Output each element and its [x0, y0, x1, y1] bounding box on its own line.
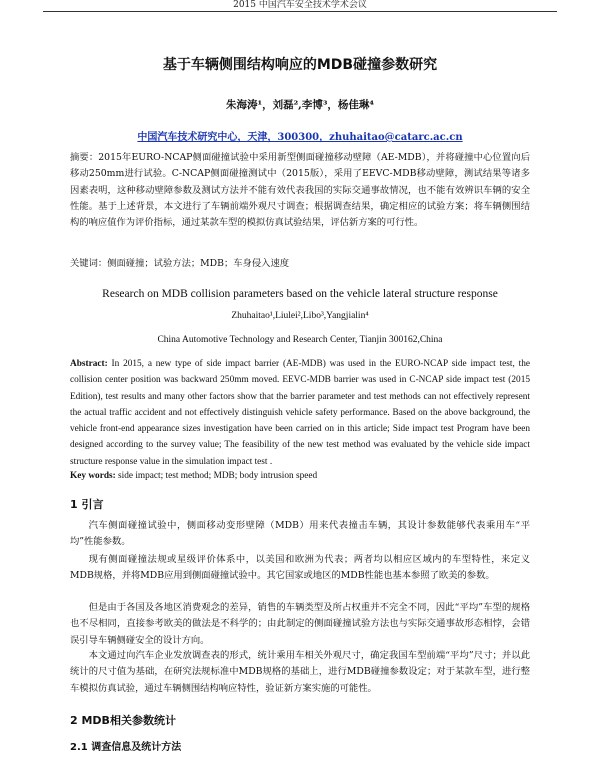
abstract-en-text: In 2015, a new type of side impact barrier (AE-MDB) was used in the EURO-NCAP side impact test, the collision center position was backward 250mm moved. EEVC-MDB barrier was used in C-NCAP side impact test (2015 Edition), test results and many other factors show that the barrier parameter and test methods can not effectively represent the actual traffic accident and not effectively distinguish vehicle safety performance. Based on the above background, the vehicle front-end appearance sizes investigation have been carried on in this article; Side impact test Program have been designed according to the survey value; The feasibility of the new test method was evaluated by the vehicle side impact structure response value in the simulation impact test . [70, 359, 530, 467]
affiliation-en: China Automotive Technology and Research Center, Tianjin 300162,China [157, 335, 443, 345]
authors-en: Zhuhaitao¹,Liulei²,Libo³,Yangjialin⁴ [231, 311, 369, 321]
authors-cn: 朱海涛¹，刘磊²,李博³，杨佳琳⁴ [225, 99, 375, 111]
keywords-cn: 关键词：侧面碰撞；试验方法；MDB；车身侵入速度 [70, 258, 290, 269]
running-header: 2015 中国汽车安全技术学术会议 [233, 0, 367, 10]
paper-title-cn: 基于车辆侧围结构响应的MDB碰撞参数研究 [162, 57, 438, 73]
keywords-en-text: side impact; test method; MDB; body intrusion speed [115, 471, 318, 481]
section-1-paragraph: 但是由于各国及各地区消费观念的差异，销售的车辆类型及所占权重并不完全不同，因此“平均”车型的规格也不尽相同，直接参考欧美的做法是不科学的；由此制定的侧面碰撞试验方法也与实际交通事故形态相悖，会错误引导车辆侧碰安全的设计方向。 [70, 602, 530, 646]
affiliation-cn-link[interactable]: 中国汽车技术研究中心，天津，300300，zhuhaitao@catarc.ac.cn [137, 132, 463, 143]
section-2-1-heading: 2.1 调查信息及统计方法 [70, 742, 182, 753]
section-2-heading: 2 MDB相关参数统计 [70, 714, 176, 727]
keywords-en [70, 468, 530, 484]
section-1-paragraph: 本文通过向汽车企业发放调查表的形式，统计乘用车相关外观尺寸，确定我国车型前端“平均”尺寸；并以此统计的尺寸值为基础，在研究法规标准中MDB规格的基础上，进行MDB碰撞参数设定；对于某款车型，进行整车模拟仿真试验，通过车辆侧围结构响应特性，验证新方案实施的可能性。 [70, 650, 530, 694]
affiliation-cn[interactable] [0, 128, 600, 143]
paper-title-en: Research on MDB collision parameters based on the vehicle lateral structure response [102, 288, 498, 300]
abstract-en [70, 356, 530, 470]
header-divider [43, 11, 557, 12]
keywords-en-label: Key words: [70, 471, 116, 481]
section-1-paragraph: 现有侧面碰撞法规或星级评价体系中，以美国和欧洲为代表；两者均以相应区域内的车型特性，来定义MDB规格，并将MDB应用到侧面碰撞试验中。其它国家或地区的MDB性能也基本参照了欧美的参数。 [70, 554, 530, 582]
section-1-paragraph: 汽车侧面碰撞试验中，侧面移动变形壁障（MDB）用来代表撞击车辆，其设计参数能够代表乘用车“平均”性能参数。 [70, 520, 530, 548]
abstract-cn: 摘要：2015年EURO-NCAP侧面碰撞试验中采用新型侧面碰撞移动壁障（AE-MDB），并将碰撞中心位置向后移动250mm进行试验。C-NCAP侧面碰撞测试中（2015版），采用了EEVC-MDB移动壁障，测试结果等诸多因素表明，这种移动壁障参数及测试方法并不能有效代表我国的实际交通事故情况，也不能有效辨识车辆的安全性能。基于上述背景，本文进行了车辆前端外观尺寸调查；根据调查结果，确定相应的试验方案；将车辆侧围结构的响应值作为评价指标，通过某款车型的模拟仿真试验结果，评估新方案的可行性。 [70, 152, 530, 229]
section-1-heading: 1 引言 [70, 498, 104, 511]
abstract-en-label: Abstract: [70, 359, 108, 369]
